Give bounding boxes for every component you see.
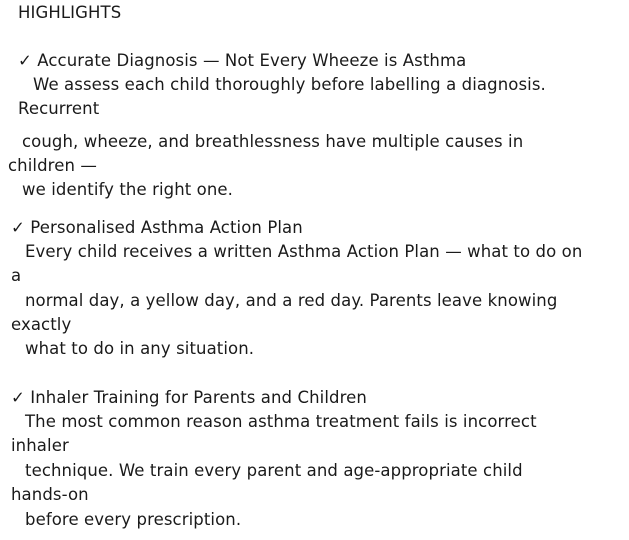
section-text-line: The most common reason asthma treatment fails is incorrect: [25, 412, 537, 431]
section-text-line: before every prescription.: [25, 510, 242, 529]
section-text-line: Recurrent: [18, 99, 100, 118]
section-title-inhaler-training: ✓ Inhaler Training for Parents and Children: [11, 388, 367, 407]
section-text-line: children —: [8, 156, 97, 175]
section-title-accurate-diagnosis: ✓ Accurate Diagnosis — Not Every Wheeze is Asthma: [18, 51, 467, 70]
section-text-line: cough, wheeze, and breathlessness have multiple causes in: [22, 132, 524, 151]
highlights-heading: HIGHLIGHTS: [18, 3, 122, 22]
section-text-line: inhaler: [11, 436, 69, 455]
section-text-line: hands-on: [11, 485, 89, 504]
section-text-line: normal day, a yellow day, and a red day. Parents leave knowing: [25, 291, 558, 310]
section-text-line: We assess each child thoroughly before labelling a diagnosis.: [33, 75, 546, 94]
section-text-line: we identify the right one.: [22, 180, 234, 199]
section-text-line: a: [11, 266, 22, 285]
section-text-line: exactly: [11, 315, 72, 334]
section-text-line: technique. We train every parent and age-appropriate child: [25, 461, 523, 480]
section-title-asthma-action-plan: ✓ Personalised Asthma Action Plan: [11, 218, 303, 237]
section-text-line: Every child receives a written Asthma Action Plan — what to do on: [25, 242, 583, 261]
section-text-line: what to do in any situation.: [25, 339, 255, 358]
